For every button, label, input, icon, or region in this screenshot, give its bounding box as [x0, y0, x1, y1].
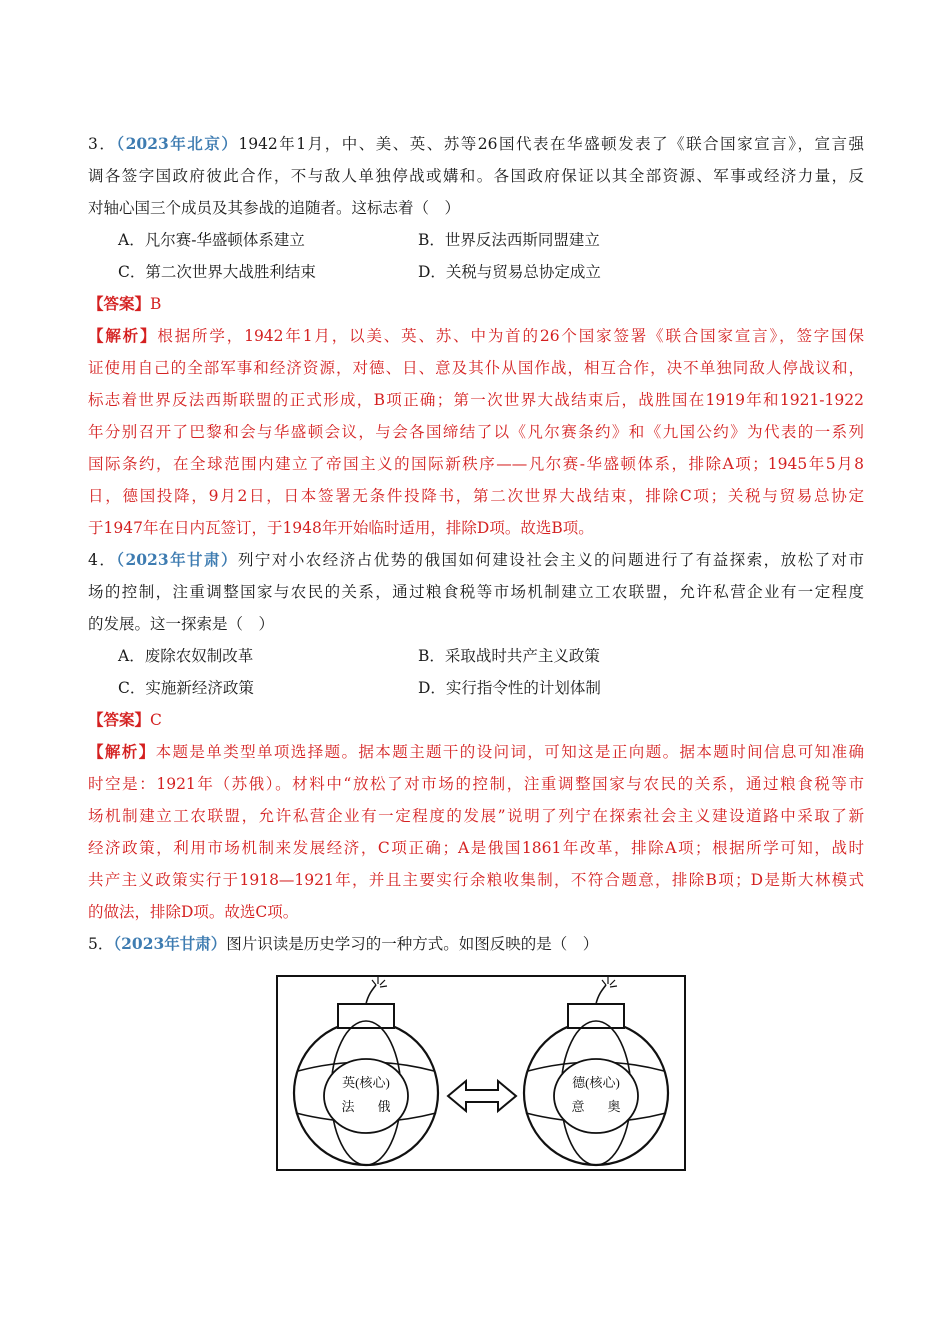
- question-source: （2023年甘肃）: [116, 550, 238, 569]
- left-bomb-label-b: 俄: [377, 1099, 391, 1114]
- analysis-line: 时空是：1921年（苏俄）。材料中“放松了对市场的控制，注重调整国家与农民的关系，通过粮食税等市: [88, 775, 864, 793]
- analysis-line: 国际条约，在全球范围内建立了帝国主义的国际新秩序——凡尔赛-华盛顿体系，排除A项；1945年5月8: [88, 455, 864, 473]
- option-a[interactable]: A．凡尔赛-华盛顿体系建立: [118, 231, 305, 249]
- option-c[interactable]: C．第二次世界大战胜利结束: [118, 263, 316, 281]
- analysis-line: 【解析】本题是单类型单项选择题。据本题主题干的设问词，可知这是正向题。据本题时间信息可知准确: [88, 742, 864, 761]
- answer-line: 【答案】C: [88, 710, 162, 729]
- analysis-line: 年分别召开了巴黎和会与华盛顿会议，与会各国缔结了以《凡尔赛条约》和《九国公约》为代表的一系列: [88, 423, 864, 441]
- question-4: [88, 544, 864, 928]
- analysis-line: 于1947年在日内瓦签订，于1948年开始临时适用，排除D项。故选B项。: [88, 519, 594, 537]
- option-b[interactable]: B．采取战时共产主义政策: [418, 647, 600, 665]
- question-page: [88, 128, 864, 960]
- analysis-line: 日，德国投降，9月2日，日本签署无条件投降书，第二次世界大战结束，排除C项；关税与贸易总协定: [88, 487, 864, 505]
- question-stem-line: 4．（2023年甘肃）列宁对小农经济占优势的俄国如何建设社会主义的问题进行了有益探索，放松了对市: [88, 550, 864, 569]
- question-stem-line: 5．（2023年甘肃）图片识读是历史学习的一种方式。如图反映的是（ ）: [88, 934, 599, 953]
- right-bomb-label-a: 意: [571, 1099, 585, 1114]
- options-row: [88, 640, 864, 672]
- right-bomb-label-core: 德(核心): [572, 1075, 620, 1090]
- question-stem-line: 的发展。这一探索是（ ）: [88, 615, 275, 633]
- analysis-line: 标志着世界反法西斯联盟的正式形成，B项正确；第一次世界大战结束后，战胜国在1919年和1921-1922: [88, 391, 864, 409]
- question-source: （2023年北京）: [116, 134, 239, 153]
- analysis-line: 的做法，排除D项。故选C项。: [88, 903, 299, 921]
- question-3: [88, 128, 864, 544]
- alliance-bombs-figure: [276, 975, 686, 1171]
- option-c[interactable]: C．实施新经济政策: [118, 679, 254, 697]
- question-source: （2023年甘肃）: [113, 934, 227, 953]
- answer-value: B: [150, 295, 162, 313]
- option-a[interactable]: A．废除农奴制改革: [118, 647, 254, 665]
- question-stem-line: 3．（2023年北京）1942年1月，中、美、英、苏等26国代表在华盛顿发表了《联合国家宣言》，宣言强: [88, 134, 864, 153]
- analysis-line: 证使用自己的全部军事和经济资源，对德、日、意及其仆从国作战，相互合作，决不单独同敌人停战议和，: [88, 359, 864, 377]
- options-row: [88, 256, 864, 288]
- question-stem-line: 调各签字国政府彼此合作，不与敌人单独停战或媾和。各国政府保证以其全部资源、军事或经济力量，反: [88, 167, 864, 185]
- analysis-line: 经济政策，利用市场机制来发展经济，C项正确；A是俄国1861年改革，排除A项；根据所学可知，战时: [88, 839, 864, 857]
- question-5: [88, 928, 864, 960]
- left-bomb-label-a: 法: [341, 1099, 355, 1114]
- analysis-line: 场机制建立工农联盟，允许私营企业有一定程度的发展”说明了列宁在探索社会主义建设道路中采取了新: [88, 807, 864, 825]
- question-stem-line: 场的控制，注重调整国家与农民的关系，通过粮食税等市场机制建立工农联盟，允许私营企业有一定程度: [88, 583, 864, 601]
- analysis-line: 【解析】根据所学，1942年1月，以美、英、苏、中为首的26个国家签署《联合国家宣言》，签字国保: [88, 326, 864, 345]
- option-b[interactable]: B．世界反法西斯同盟建立: [418, 231, 600, 249]
- options-row: [88, 672, 864, 704]
- analysis-line: 共产主义政策实行于1918—1921年，并且主要实行余粮收集制，不符合题意，排除B项；D是斯大林模式: [88, 871, 864, 889]
- left-bomb-label-core: 英(核心): [342, 1075, 390, 1090]
- options-row: [88, 224, 864, 256]
- option-d[interactable]: D．关税与贸易总协定成立: [418, 263, 601, 281]
- option-d[interactable]: D．实行指令性的计划体制: [418, 679, 601, 697]
- answer-value: C: [150, 711, 162, 729]
- question-stem-line: 对轴心国三个成员及其参战的追随者。这标志着（ ）: [88, 199, 461, 217]
- answer-line: 【答案】B: [88, 294, 162, 313]
- right-bomb-label-b: 奥: [607, 1099, 621, 1114]
